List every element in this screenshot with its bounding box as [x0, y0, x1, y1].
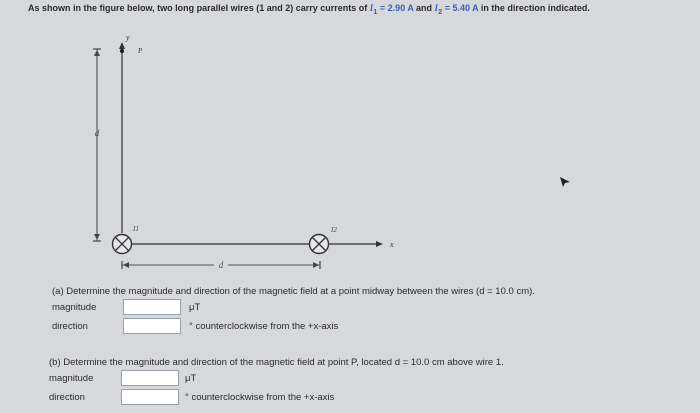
part-a-magnitude-unit: μT: [189, 302, 201, 313]
wire-1-label: I1: [133, 225, 139, 233]
part-b-question: (b) Determine the magnitude and direction of the magnetic field at point P, located d = 10.0 cm above wire 1.: [49, 357, 504, 368]
part-b-magnitude-unit: μT: [185, 373, 197, 384]
part-a-magnitude-label: magnitude: [52, 302, 97, 313]
part-b-direction-unit: ° counterclockwise from the +x-axis: [185, 392, 335, 403]
d-horizontal-arrow-left: [123, 262, 129, 268]
diagram-svg: [0, 16, 700, 286]
point-p-dot: [120, 49, 124, 53]
x-axis-label: x: [390, 240, 394, 249]
part-b-magnitude-input[interactable]: [121, 370, 179, 386]
part-a-question: (a) Determine the magnitude and direction of the magnetic field at a point midway between the wires (d = 10.0 cm).: [52, 286, 535, 297]
part-a-direction-label: direction: [52, 321, 88, 332]
part-b-direction-input[interactable]: [121, 389, 179, 405]
mouse-cursor-icon: [560, 177, 570, 187]
part-a-direction-unit: ° counterclockwise from the +x-axis: [189, 321, 339, 332]
x-axis-arrow: [376, 241, 383, 247]
part-a-direction-input[interactable]: [123, 318, 181, 334]
current-2: $I_2 = 5.40$ A: [434, 3, 479, 16]
point-p-label: P: [138, 47, 143, 55]
d-vertical-label: d: [94, 128, 100, 138]
d-horizontal-arrow-right: [313, 262, 319, 268]
wire-1-into-page-icon: [113, 235, 132, 254]
y-axis-label: y: [126, 33, 130, 42]
wire-2-label: I2: [331, 226, 337, 234]
wire-diagram: [0, 16, 700, 286]
part-b-direction-label: direction: [49, 392, 85, 403]
part-b-magnitude-label: magnitude: [49, 373, 94, 384]
d-vertical-arrow-down: [94, 234, 100, 240]
statement-intro: As shown in the figure below, two long parallel wires (1 and 2) carry currents of: [28, 3, 370, 13]
statement-end: in the direction indicated.: [478, 3, 590, 13]
current-1: $I_1 = 2.90$ A: [369, 3, 414, 16]
statement-and: and: [413, 3, 435, 13]
part-a-magnitude-input[interactable]: [123, 299, 181, 315]
problem-statement: [0, 0, 700, 16]
y-axis-arrow: [119, 42, 125, 49]
wire-2-into-page-icon: [310, 235, 329, 254]
d-horizontal-label: d: [218, 260, 224, 270]
d-vertical-arrow-up: [94, 50, 100, 56]
